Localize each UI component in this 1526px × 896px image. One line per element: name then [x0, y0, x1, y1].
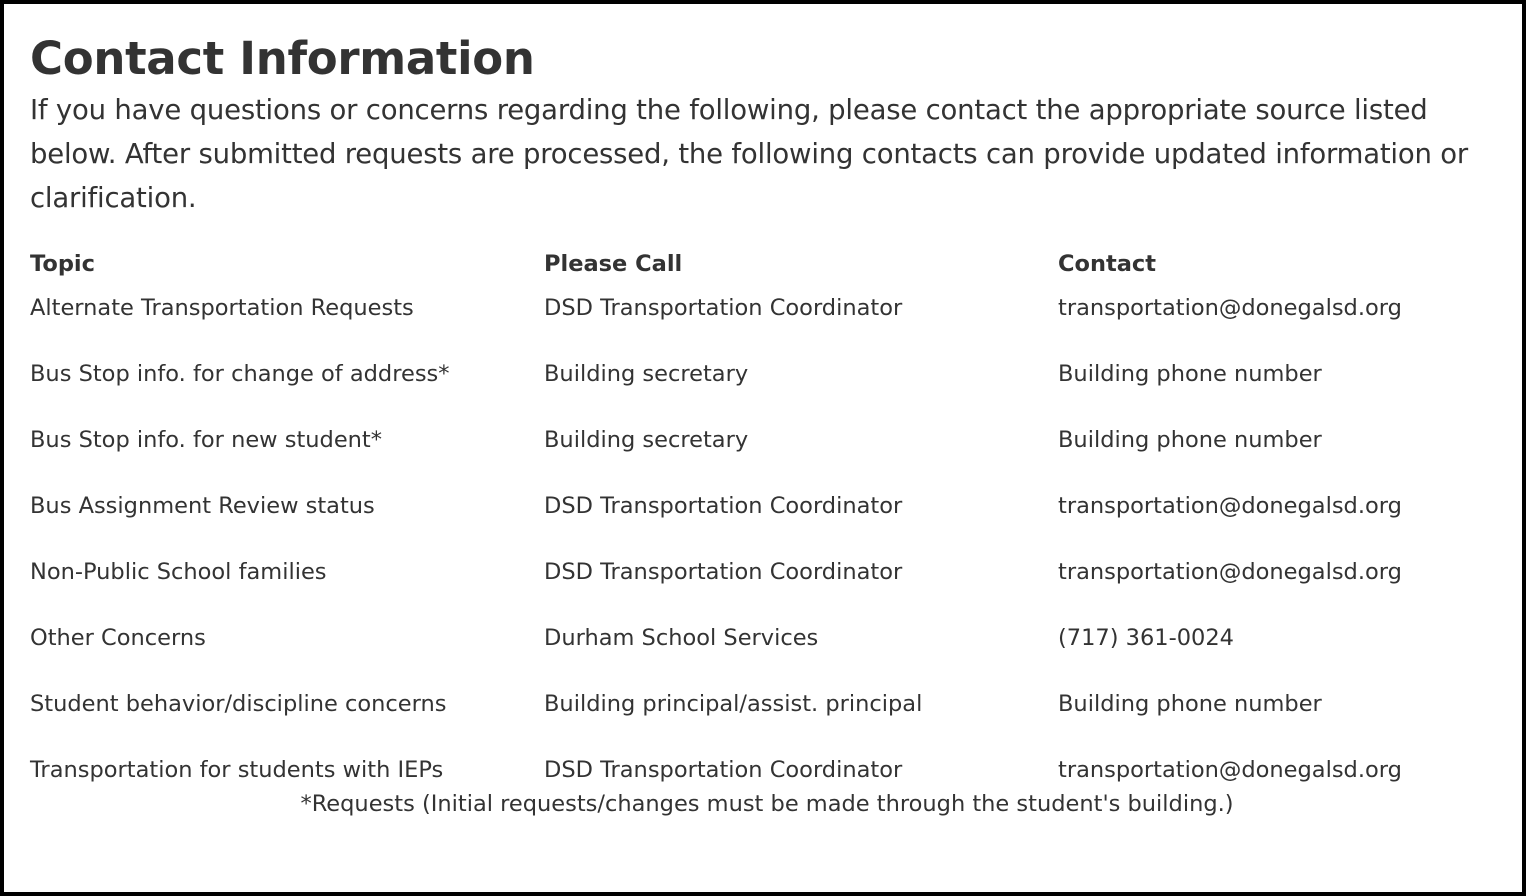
please-call-cell: Durham School Services	[544, 625, 819, 651]
contact-cell: Building phone number	[1058, 691, 1322, 717]
contact-cell: Building phone number	[1058, 427, 1322, 453]
contact-cell: transportation@donegalsd.org	[1058, 295, 1402, 321]
footnote: *Requests (Initial requests/changes must be made through the student's building.)	[300, 791, 1234, 817]
table-row	[30, 616, 1510, 682]
please-call-cell: DSD Transportation Coordinator	[544, 493, 903, 519]
header-please-call: Please Call	[544, 251, 683, 277]
content-area	[30, 30, 1510, 783]
table-row	[30, 484, 1510, 550]
table-row	[30, 550, 1510, 616]
table-row	[30, 418, 1510, 484]
topic-cell: Bus Stop info. for new student*	[30, 427, 382, 453]
header-contact: Contact	[1058, 251, 1157, 277]
topic-cell: Bus Assignment Review status	[30, 493, 375, 519]
contact-cell: transportation@donegalsd.org	[1058, 757, 1402, 783]
topic-cell: Transportation for students with IEPs	[30, 757, 444, 783]
contact-cell: transportation@donegalsd.org	[1058, 493, 1402, 519]
please-call-cell: DSD Transportation Coordinator	[544, 559, 903, 585]
please-call-cell: Building principal/assist. principal	[544, 691, 923, 717]
please-call-cell: DSD Transportation Coordinator	[544, 757, 903, 783]
please-call-cell: DSD Transportation Coordinator	[544, 295, 903, 321]
table-row	[30, 352, 1510, 418]
please-call-cell: Building secretary	[544, 427, 749, 453]
contact-cell: transportation@donegalsd.org	[1058, 559, 1402, 585]
contact-cell: Building phone number	[1058, 361, 1322, 387]
page-title: Contact Information	[30, 32, 535, 85]
topic-cell: Bus Stop info. for change of address*	[30, 361, 450, 387]
topic-cell: Student behavior/discipline concerns	[30, 691, 447, 717]
topic-cell: Alternate Transportation Requests	[30, 295, 414, 321]
table-row	[30, 286, 1510, 352]
header-topic: Topic	[30, 251, 95, 277]
table-row	[30, 682, 1510, 748]
topic-cell: Non-Public School families	[30, 559, 327, 585]
topic-cell: Other Concerns	[30, 625, 206, 651]
intro-paragraph: If you have questions or concerns regarding the following, please contact the appropriate source listed below. After submitted requests are processed, the following contacts can provide updated information or clarification.	[30, 94, 1469, 214]
please-call-cell: Building secretary	[544, 361, 749, 387]
table-header-row	[30, 242, 1510, 286]
contacts-table	[30, 242, 1510, 814]
contact-cell: (717) 361-0024	[1058, 625, 1234, 651]
